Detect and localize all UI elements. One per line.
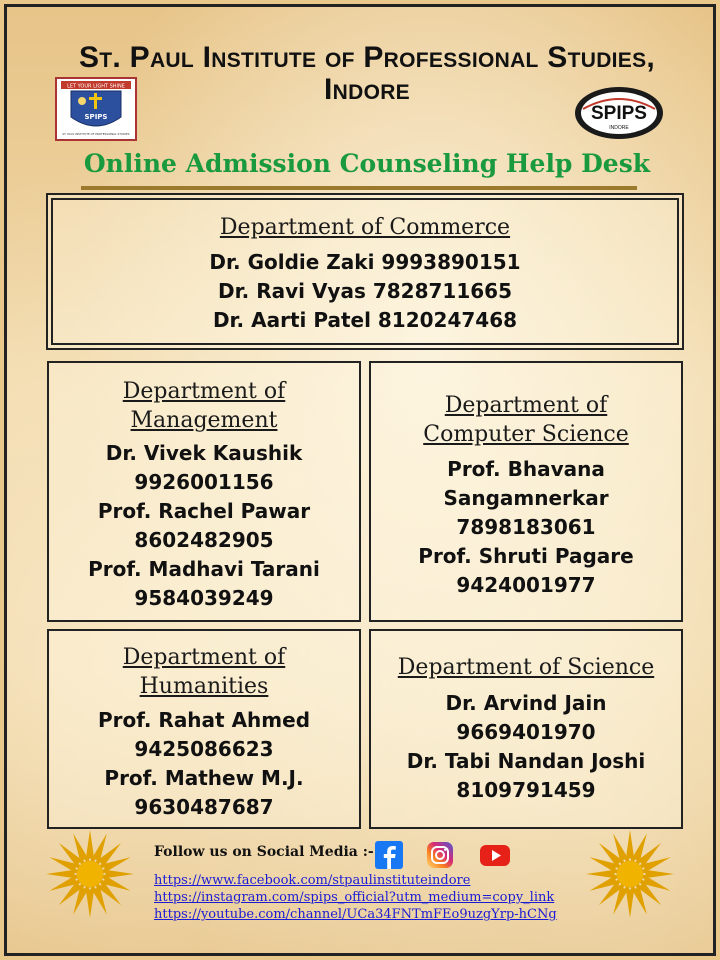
sun-decoration-icon: [45, 829, 135, 919]
instagram-icon[interactable]: [426, 841, 454, 869]
social-media-label: Follow us on Social Media :-: [154, 844, 374, 860]
spips-logo-text: SPIPS: [591, 103, 647, 124]
science-heading: Department of Science: [397, 655, 655, 680]
computer-science-contact-phone: 9424001977: [456, 573, 596, 597]
humanities-panel: [47, 629, 361, 829]
sun-decoration-icon: [585, 829, 675, 919]
management-contact-phone: 9584039249: [134, 586, 274, 610]
science-contact-name: Dr. Tabi Nandan Joshi: [406, 749, 646, 773]
management-contact-phone: 9926001156: [134, 470, 274, 494]
humanities-heading: Humanities: [139, 674, 269, 699]
computer-science-contact-name: Prof. Bhavana: [447, 457, 605, 481]
youtube-link[interactable]: https://youtube.com/channel/UCa34FNTmFEo9uzgYrp-hCNg: [154, 907, 557, 922]
commerce-panel: [46, 193, 684, 350]
science-panel: [369, 629, 683, 829]
management-contact-phone: 8602482905: [134, 528, 274, 552]
management-heading: Management: [130, 408, 278, 433]
crest-motto: LET YOUR LIGHT SHINE: [67, 83, 125, 90]
crest-caption: ST. PAUL INSTITUTE OF PROFESSIONAL STUDIES: [62, 132, 130, 136]
computer-science-contact-name: Prof. Shruti Pagare: [418, 544, 634, 568]
computer-science-heading: Department of: [444, 393, 608, 418]
facebook-icon[interactable]: [375, 841, 403, 869]
commerce-contact: Dr. Goldie Zaki 9993890151: [209, 250, 521, 274]
institute-crest-logo: [55, 77, 137, 141]
science-contact-phone: 8109791459: [456, 778, 596, 802]
institute-title: St. Paul Institute of Professional Studies,: [78, 41, 656, 74]
science-contact-name: Dr. Arvind Jain: [445, 691, 607, 715]
humanities-contact-name: Prof. Rahat Ahmed: [97, 708, 311, 732]
computer-science-contact-name: Sangamnerkar: [443, 486, 609, 510]
computer-science-panel: [369, 361, 683, 622]
humanities-contact-phone: 9630487687: [134, 795, 274, 819]
crest-text: SPIPS: [84, 113, 108, 121]
computer-science-heading: Computer Science: [423, 422, 629, 447]
humanities-contact-name: Prof. Mathew M.J.: [104, 766, 304, 790]
instagram-link[interactable]: https://instagram.com/spips_official?utm_medium=copy_link: [154, 890, 555, 905]
commerce-heading: Department of Commerce: [219, 215, 511, 240]
management-panel: [47, 361, 361, 622]
poster: [4, 4, 716, 956]
spips-logo: [573, 85, 665, 141]
management-contact-name: Dr. Vivek Kaushik: [105, 441, 303, 465]
facebook-link[interactable]: https://www.facebook.com/stpaulinstituteindore: [154, 873, 471, 888]
commerce-contact: Dr. Aarti Patel 8120247468: [212, 308, 518, 332]
management-heading: Department of: [122, 379, 286, 404]
humanities-heading: Department of: [122, 645, 286, 670]
helpdesk-subtitle: Online Admission Counseling Help Desk: [83, 149, 651, 178]
computer-science-contact-phone: 7898183061: [456, 515, 596, 539]
youtube-icon[interactable]: [479, 841, 511, 869]
management-contact-name: Prof. Madhavi Tarani: [88, 557, 320, 581]
humanities-contact-phone: 9425086623: [134, 737, 274, 761]
spips-logo-subtext: INDORE: [609, 125, 629, 131]
management-contact-name: Prof. Rachel Pawar: [97, 499, 311, 523]
commerce-contact: Dr. Ravi Vyas 7828711665: [218, 279, 512, 303]
subtitle-underline: [81, 186, 637, 190]
science-contact-phone: 9669401970: [456, 720, 596, 744]
institute-city: Indore: [324, 73, 410, 106]
